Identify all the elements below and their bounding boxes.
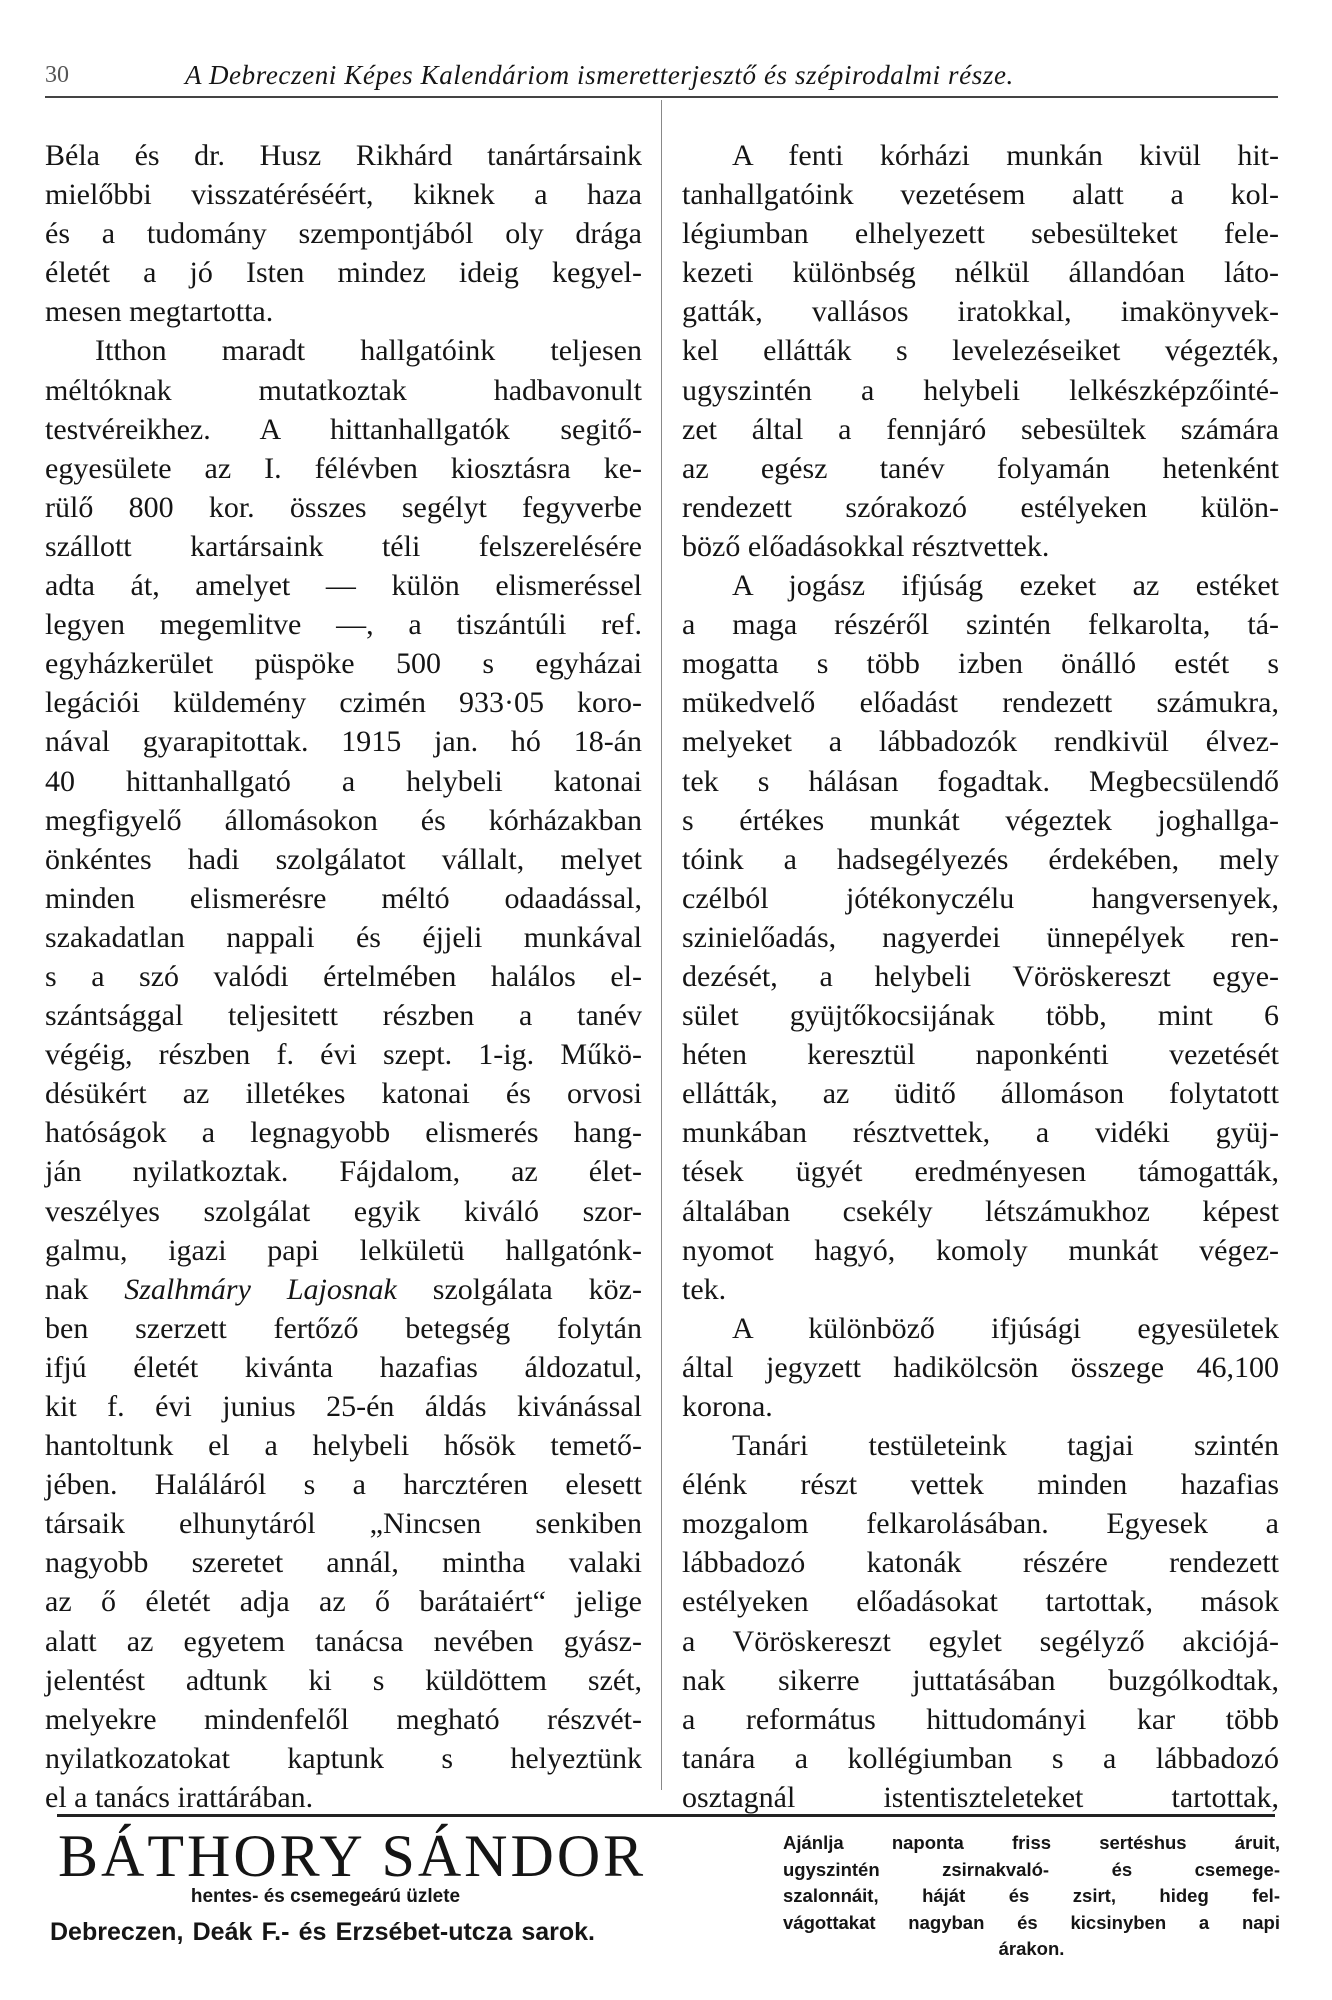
text-line: szállott kartársaink téli felszerelésére: [45, 529, 642, 563]
paragraph: [45, 136, 642, 331]
text-line: életét a jó Isten mindez ideig kegyel-: [45, 256, 642, 290]
text-line: élénk részt vettek minden hazafias: [682, 1468, 1279, 1502]
text-line: társaik elhunytáról „Nincsen senkiben: [45, 1507, 642, 1541]
text-line: kit f. évi junius 25-én áldás kivánással: [45, 1390, 642, 1423]
text-line: ján nyilatkoztak. Fájdalom, az élet-: [45, 1155, 642, 1189]
text-line: tanhallgatóink vezetésem alatt a kol-: [682, 178, 1279, 212]
text-line: rülő 800 kor. összes segélyt fegyverbe: [45, 490, 642, 524]
text-line: egyesülete az I. félévben kiosztásra ke-: [45, 451, 642, 485]
advertisement-rule: [57, 1814, 1275, 1817]
text-line: legációi küldemény czimén 933·05 koro-: [45, 686, 642, 720]
text-line: ugyszintén a helybeli lelkészképzőinté-: [682, 373, 1279, 407]
text-line: végéig, részben f. évi szept. 1-ig. Műkö-: [45, 1038, 642, 1072]
paragraph: [682, 1426, 1279, 1817]
text-line: héten keresztül naponkénti vezetését: [682, 1038, 1279, 1072]
text-line: egyházkerület püspöke 500 s egyházai: [45, 647, 642, 681]
ad-offer-line: vágottakat nagyban és kicsinyben a napi: [783, 1911, 1280, 1933]
text-line: ellátták, az üditő állomáson folytatott: [682, 1077, 1279, 1111]
left-column: [45, 136, 642, 1817]
text-line: adta át, amelyet — külön elismeréssel: [45, 569, 642, 603]
text-line: mielőbbi visszatéréséért, kiknek a haza: [45, 178, 642, 212]
text-line: általában csekély létszámukhoz képest: [682, 1194, 1279, 1228]
text-line: szinielőadás, nagyerdei ünnepélyek ren-: [682, 920, 1279, 954]
text-line: munkában résztvettek, a vidéki gyüj-: [682, 1116, 1279, 1150]
column-divider: [661, 100, 662, 1790]
text-line: korona.: [682, 1390, 773, 1423]
text-line: Tanári testületeink tagjai szintén: [732, 1429, 1279, 1463]
text-line: tek s hálásan fogadtak. Megbecsülendő: [682, 764, 1279, 798]
text-line: nával gyarapitottak. 1915 jan. hó 18-án: [45, 725, 642, 759]
running-title: A Debreczeni Képes Kalendáriom ismeretterjesztő és szépirodalmi része.: [185, 60, 1014, 90]
ad-business-type: hentes- és csemegeárú üzlete: [190, 1886, 461, 1907]
text-line: el a tanács irattárában.: [45, 1780, 314, 1814]
text-line: ifjú életét kivánta hazafias áldozatul,: [45, 1350, 642, 1384]
text-line: az ő életét adja az ő barátaiért“ jelige: [45, 1585, 642, 1619]
text-line: szántsággal teljesitett részben a tanév: [45, 999, 642, 1033]
text-line: tések ügyét eredményesen támogatták,: [682, 1155, 1279, 1189]
text-line: tanára a kollégiumban s a lábbadozó: [682, 1741, 1279, 1775]
text-line: tóink a hadsegélyezés érdekében, mely: [682, 842, 1279, 876]
text-line: méltóknak mutatkoztak hadbavonult: [45, 373, 642, 407]
text-line: a református hittudományi kar több: [682, 1702, 1279, 1736]
text-line: minden elismerésre méltó odaadással,: [45, 881, 642, 915]
text-line: rendezett szórakozó estélyeken külön-: [682, 490, 1279, 524]
text-line: dezését, a helybeli Vöröskereszt egye-: [682, 959, 1279, 993]
text-line: czélból jótékonyczélu hangversenyek,: [682, 881, 1279, 915]
text-line: böző előadásokkal résztvettek.: [682, 529, 1050, 563]
ad-offer: [783, 1830, 1280, 1963]
paragraph: [682, 566, 1279, 1309]
text-line: hatóságok a legnagyobb elismerés hang-: [45, 1116, 642, 1150]
ad-offer-line: árakon.: [998, 1938, 1065, 1959]
text-line: s értékes munkát végeztek joghallga-: [682, 803, 1279, 837]
text-line: lábbadozó katonák részére rendezett: [682, 1546, 1279, 1580]
text-line: a Vöröskereszt egylet segélyző akciójá-: [682, 1624, 1279, 1658]
text-line: [45, 1270, 642, 1309]
text-line: legyen megemlitve —, a tiszántúli ref.: [45, 608, 642, 642]
italic-name: Szalhmáry Lajosnak: [124, 1272, 397, 1306]
text-line: szakadatlan nappali és éjjeli munkával: [45, 920, 642, 954]
text-line: A fenti kórházi munkán kivül hit-: [732, 139, 1279, 172]
text-line: nagyobb szeretet annál, mintha valaki: [45, 1546, 642, 1580]
page-number: 30: [45, 62, 69, 88]
text-line: s a szó valódi értelmében halálos el-: [45, 959, 642, 993]
text-line: alatt az egyetem tanácsa nevében gyász-: [45, 1624, 642, 1658]
header-rule: [45, 96, 1278, 98]
text-line: mozgalom felkarolásában. Egyesek a: [682, 1507, 1279, 1541]
text-line: melyeket a lábbadozók rendkivül élvez-: [682, 725, 1279, 759]
text-line: a maga részéről szintén felkarolta, tá-: [682, 608, 1279, 642]
ad-business-name: BÁTHORY SÁNDOR: [58, 1823, 647, 1889]
text-line: nyilatkozatokat kaptunk s helyeztünk: [45, 1741, 642, 1775]
text-line: mükedvelő előadást rendezett számukra,: [682, 686, 1279, 720]
text-line: légiumban elhelyezett sebesülteket fele-: [682, 217, 1279, 251]
text-line: nyomot hagyó, komoly munkát végez-: [682, 1233, 1279, 1267]
text-line: megfigyelő állomásokon és kórházakban: [45, 803, 642, 837]
text-line: ben szerzett fertőző betegség folytán: [45, 1311, 642, 1345]
text-segment: nak: [45, 1272, 125, 1306]
text-line: által jegyzett hadikölcsön összege 46,100: [682, 1350, 1279, 1384]
right-column: [682, 136, 1279, 1817]
text-line: kezeti különbség nélkül állandóan láto-: [682, 256, 1279, 290]
text-line: A jogász ifjúság ezeket az estéket: [732, 569, 1279, 603]
ad-offer-line: ugyszintén zsirnakvaló- és csemege-: [783, 1858, 1280, 1880]
text-line: tek.: [682, 1272, 727, 1306]
ad-address: Debreczen, Deák F.- és Erzsébet-utcza sarok.: [50, 1918, 595, 1946]
text-segment: szolgálata köz-: [396, 1272, 642, 1306]
text-line: testvéreikhez. A hittanhallgatók segitő-: [45, 412, 642, 446]
text-line: kel ellátták s levelezéseiket végezték,: [682, 334, 1279, 368]
text-line: zet által a fennjáró sebesültek számára: [682, 412, 1279, 446]
text-line: gatták, vallásos iratokkal, imakönyvek-: [682, 295, 1279, 329]
text-line: osztagnál istentiszteleteket tartottak,: [682, 1780, 1279, 1814]
text-line: sület gyüjtőkocsijának több, mint 6: [682, 999, 1279, 1033]
text-line: veszélyes szolgálat egyik kiváló szor-: [45, 1194, 642, 1228]
text-line: A különböző ifjúsági egyesületek: [732, 1311, 1279, 1345]
text-line: désükért az illetékes katonai és orvosi: [45, 1077, 642, 1111]
text-line: mogatta s több izben önálló estét s: [682, 647, 1279, 681]
ad-offer-line: szalonnáit, háját és zsirt, hideg fel-: [783, 1885, 1280, 1906]
text-line: estélyeken előadásokat tartottak, mások: [682, 1585, 1279, 1619]
text-line: jelentést adtunk ki s küldöttem szét,: [45, 1663, 642, 1697]
text-line: és a tudomány szempontjából oly drága: [45, 217, 642, 251]
text-line: önkéntes hadi szolgálatot vállalt, melyet: [45, 842, 642, 876]
text-line: 40 hittanhallgató a helybeli katonai: [45, 764, 642, 798]
ad-offer-line: Ajánlja naponta friss sertéshus áruit,: [783, 1832, 1280, 1853]
paragraph: [682, 136, 1279, 566]
text-line: galmu, igazi papi lelkületü hallgatónk-: [45, 1233, 642, 1267]
text-line: Itthon maradt hallgatóink teljesen: [95, 334, 642, 368]
text-line: melyekre mindenfelől megható részvét-: [45, 1702, 642, 1736]
text-line: mesen megtartotta.: [45, 295, 274, 329]
paragraph: [45, 331, 642, 1817]
text-line: nak sikerre juttatásában buzgólkodtak,: [682, 1663, 1279, 1697]
text-line: az egész tanév folyamán hetenként: [682, 451, 1279, 485]
text-line: hantoltunk el a helybeli hősök temető-: [45, 1429, 642, 1463]
text-line: jében. Haláláról s a harcztéren elesett: [45, 1468, 642, 1502]
text-line: Béla és dr. Husz Rikhárd tanártársaink: [45, 139, 642, 172]
paragraph: [682, 1309, 1279, 1426]
